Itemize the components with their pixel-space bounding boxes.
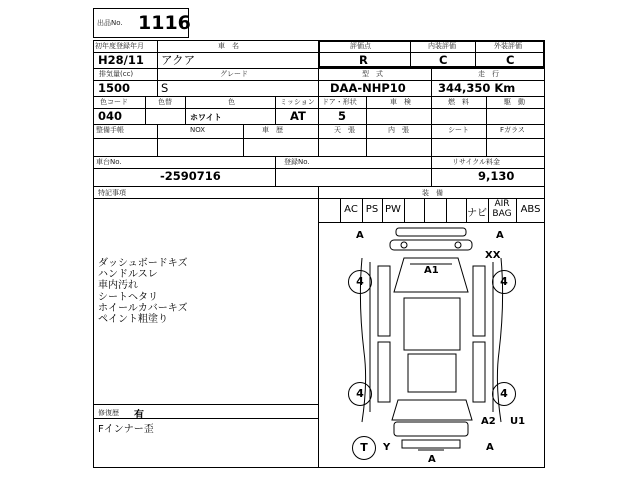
- grade-label: グレード: [220, 70, 248, 78]
- reg-no-label: 登録No.: [284, 158, 310, 166]
- f-glass-label: Fガラス: [500, 126, 525, 134]
- mark-front-left: A: [356, 230, 364, 241]
- color-code-value: 040: [98, 109, 123, 123]
- chassis-value: -2590716: [160, 169, 221, 183]
- mark-rear-a2: A2: [481, 416, 496, 427]
- recycle-value: 9,130: [478, 169, 515, 183]
- color-change-label: 色替: [158, 98, 172, 106]
- mileage-label: 走 行: [478, 70, 499, 78]
- lot-number-label: 出品No.: [97, 19, 123, 27]
- color-label: 色: [228, 98, 235, 106]
- lot-number-box: [93, 8, 189, 38]
- history-label: 車 歴: [262, 126, 283, 134]
- tyre-rear-right: 4: [492, 382, 516, 406]
- repair-label: 修復歴: [98, 409, 119, 417]
- note-line: シートヘタリ: [98, 291, 158, 303]
- notes-list: [98, 258, 188, 325]
- equipment-abs: ABS: [520, 204, 541, 215]
- transmission-label: ミッション: [280, 98, 315, 106]
- interior-trim-label: 内 張: [388, 126, 409, 134]
- score-value: R: [359, 53, 368, 67]
- sunroof-label: 天 張: [334, 126, 355, 134]
- tyre-front-left: 4: [348, 270, 372, 294]
- exterior-value: C: [506, 53, 515, 67]
- tyre-front-right: 4: [492, 270, 516, 294]
- model-label: 型 式: [362, 70, 383, 78]
- transmission-value: AT: [290, 109, 306, 123]
- bottom-t-circle: T: [352, 436, 376, 460]
- displacement-value: 1500: [98, 81, 131, 95]
- equipment-pw: PW: [385, 204, 401, 215]
- color-value: ホワイト: [190, 113, 222, 122]
- note-line: ホイールカバーキズ: [98, 302, 188, 314]
- recycle-label: リサイクル料金: [452, 158, 501, 166]
- car-name-value: アクア: [161, 53, 196, 67]
- chassis-label: 車台No.: [96, 158, 122, 166]
- notes-label: 特記事項: [98, 189, 126, 197]
- mark-front-right: A: [496, 230, 504, 241]
- equipment-label: 装 備: [422, 189, 443, 197]
- car-name-label: 車 名: [218, 42, 239, 50]
- doors-label: ドア・形状: [322, 98, 357, 106]
- lot-number-value: 1116: [138, 12, 191, 34]
- repair-note: Fインナー歪: [98, 424, 154, 435]
- grade-value: S: [161, 81, 169, 95]
- displacement-label: 排気量(cc): [99, 70, 134, 78]
- doors-value: 5: [338, 109, 347, 123]
- equipment-navi: ナビ: [467, 208, 487, 219]
- note-line: ハンドルスレ: [98, 269, 158, 281]
- car-damage-diagram: [318, 222, 545, 468]
- mark-hood: A1: [424, 265, 439, 276]
- first-reg-label: 初年度登録年月: [95, 42, 144, 50]
- manual-label: 整備手帳: [96, 126, 124, 134]
- note-line: ペイント粗塗り: [98, 314, 168, 326]
- seat-label: シート: [448, 126, 469, 134]
- fuel-label: 燃 料: [448, 98, 469, 106]
- exterior-label: 外装評価: [494, 42, 522, 50]
- tyre-rear-left: 4: [348, 382, 372, 406]
- model-value: DAA-NHP10: [330, 81, 406, 95]
- first-reg-value: H28/11: [98, 53, 144, 67]
- inspection-label: 車 検: [390, 98, 411, 106]
- note-line: 車内汚れ: [98, 280, 138, 292]
- interior-value: C: [439, 53, 448, 67]
- repair-value: 有: [134, 410, 144, 421]
- mark-hood-right: XX: [485, 250, 501, 261]
- score-label: 評価点: [350, 42, 371, 50]
- mark-rear-u1: U1: [510, 416, 526, 427]
- mark-bottom-a: A: [428, 454, 436, 465]
- color-code-label: 色コード: [100, 98, 128, 106]
- nox-label: NOX: [190, 126, 206, 134]
- drive-label: 駆 動: [504, 98, 525, 106]
- mark-bottom-y: Y: [383, 442, 391, 453]
- mark-bottom-right-a: A: [486, 442, 494, 453]
- interior-label: 内装評価: [428, 42, 456, 50]
- mileage-value: 344,350 Km: [438, 81, 516, 95]
- equipment-airbag: AIR BAG: [492, 199, 512, 219]
- note-line: ダッシュボードキズ: [98, 258, 188, 269]
- equipment-ps: PS: [365, 204, 379, 215]
- equipment-ac: AC: [344, 204, 358, 215]
